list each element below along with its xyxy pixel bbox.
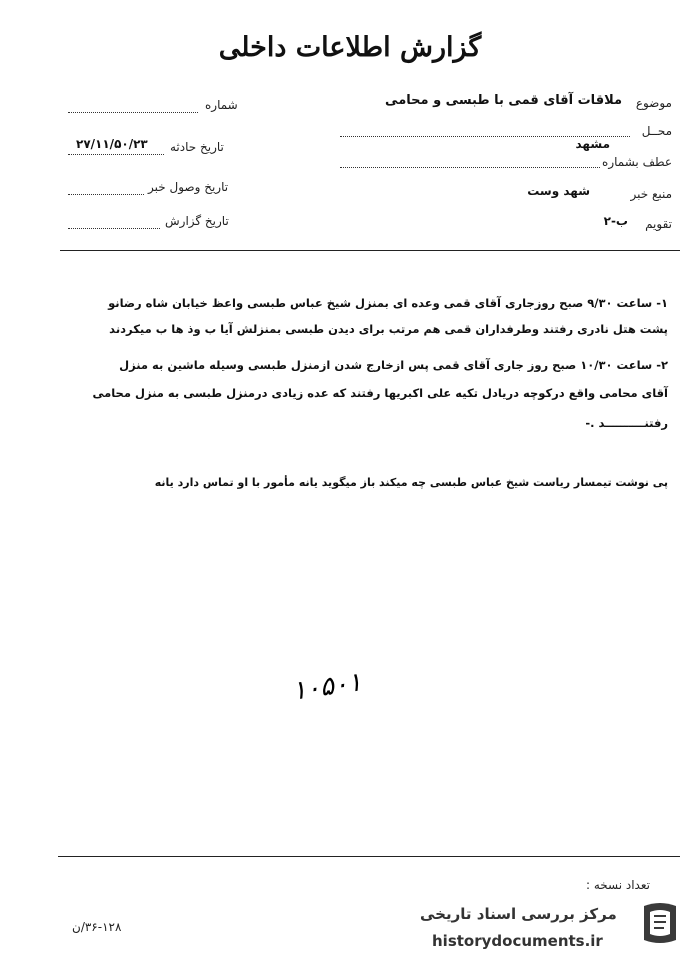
footnote-line: پی نوشت تیمسار ریاست شیخ عباس طبسی چه میکند باز میگوید یانه مأمور با او تماس دارد یانه	[154, 476, 668, 489]
watermark-logo-icon	[638, 900, 682, 946]
subject-value: ملاقات آقای قمی با طبسی و محامی	[385, 93, 622, 108]
place-label: محــل	[641, 124, 672, 138]
number-dotline	[68, 100, 198, 113]
reference-label: عطف بشماره	[602, 155, 672, 169]
watermark-name: مرکز بررسی اسناد تاریخی	[420, 905, 617, 923]
receipt-date-dotline	[68, 182, 144, 195]
footer-divider	[58, 856, 680, 857]
watermark-url: historydocuments.ir	[432, 932, 603, 950]
report-title: گزارش اطلاعات داخلی	[218, 32, 482, 63]
place-value: مشهد	[575, 137, 610, 151]
source-label: منبع خبر	[630, 187, 672, 201]
source-value: شهد وست	[527, 184, 590, 198]
rating-label: تقویم	[645, 217, 672, 231]
number-label: شماره	[205, 98, 238, 112]
reference-dotline	[340, 155, 600, 168]
report-date-dotline	[68, 216, 160, 229]
place-dotline	[340, 124, 630, 137]
body-line-1: ۱- ساعت ۹/۳۰ صبح روزجاری آقای قمی وعده ای بمنزل شیخ عباس طبسی واعظ خیابان شاه رضانو	[108, 296, 668, 310]
incident-date-label: تاریخ حادثه	[170, 140, 224, 154]
copies-label: تعداد نسخه :	[585, 878, 650, 892]
subject-label: موضوع	[635, 96, 672, 110]
rating-value: ب-۲	[603, 214, 628, 228]
handwritten-number: ۱۰۵۰۱	[290, 667, 364, 707]
body-line-2: پشت هتل نادری رفتند وطرفداران قمی هم مرتب برای دیدن طبسی بمنزلش آیا ب وذ ها ب میکردند	[109, 322, 668, 336]
document-code: ۳۶-۱۲۸/ن	[72, 920, 122, 934]
receipt-date-label: تاریخ وصول خبر	[148, 180, 229, 194]
header-divider	[60, 250, 680, 251]
body-line-3: ۲- ساعت ۱۰/۳۰ صبح روز جاری آقای قمی پس ازخارج شدن ازمنزل طبسی وسیله ماشین به منزل	[119, 358, 668, 372]
incident-date-value: ۲۷/۱۱/۵۰/۲۳	[76, 137, 148, 151]
report-date-label: تاریخ گزارش	[165, 214, 229, 228]
body-line-4: آقای محامی واقع درکوچه دریادل تکیه علی اکبریها رفتند که عده زیادی درمنزل طبسی به منزل محامی	[92, 386, 668, 400]
body-line-5: رفتنــــــــــد .-	[585, 416, 668, 430]
